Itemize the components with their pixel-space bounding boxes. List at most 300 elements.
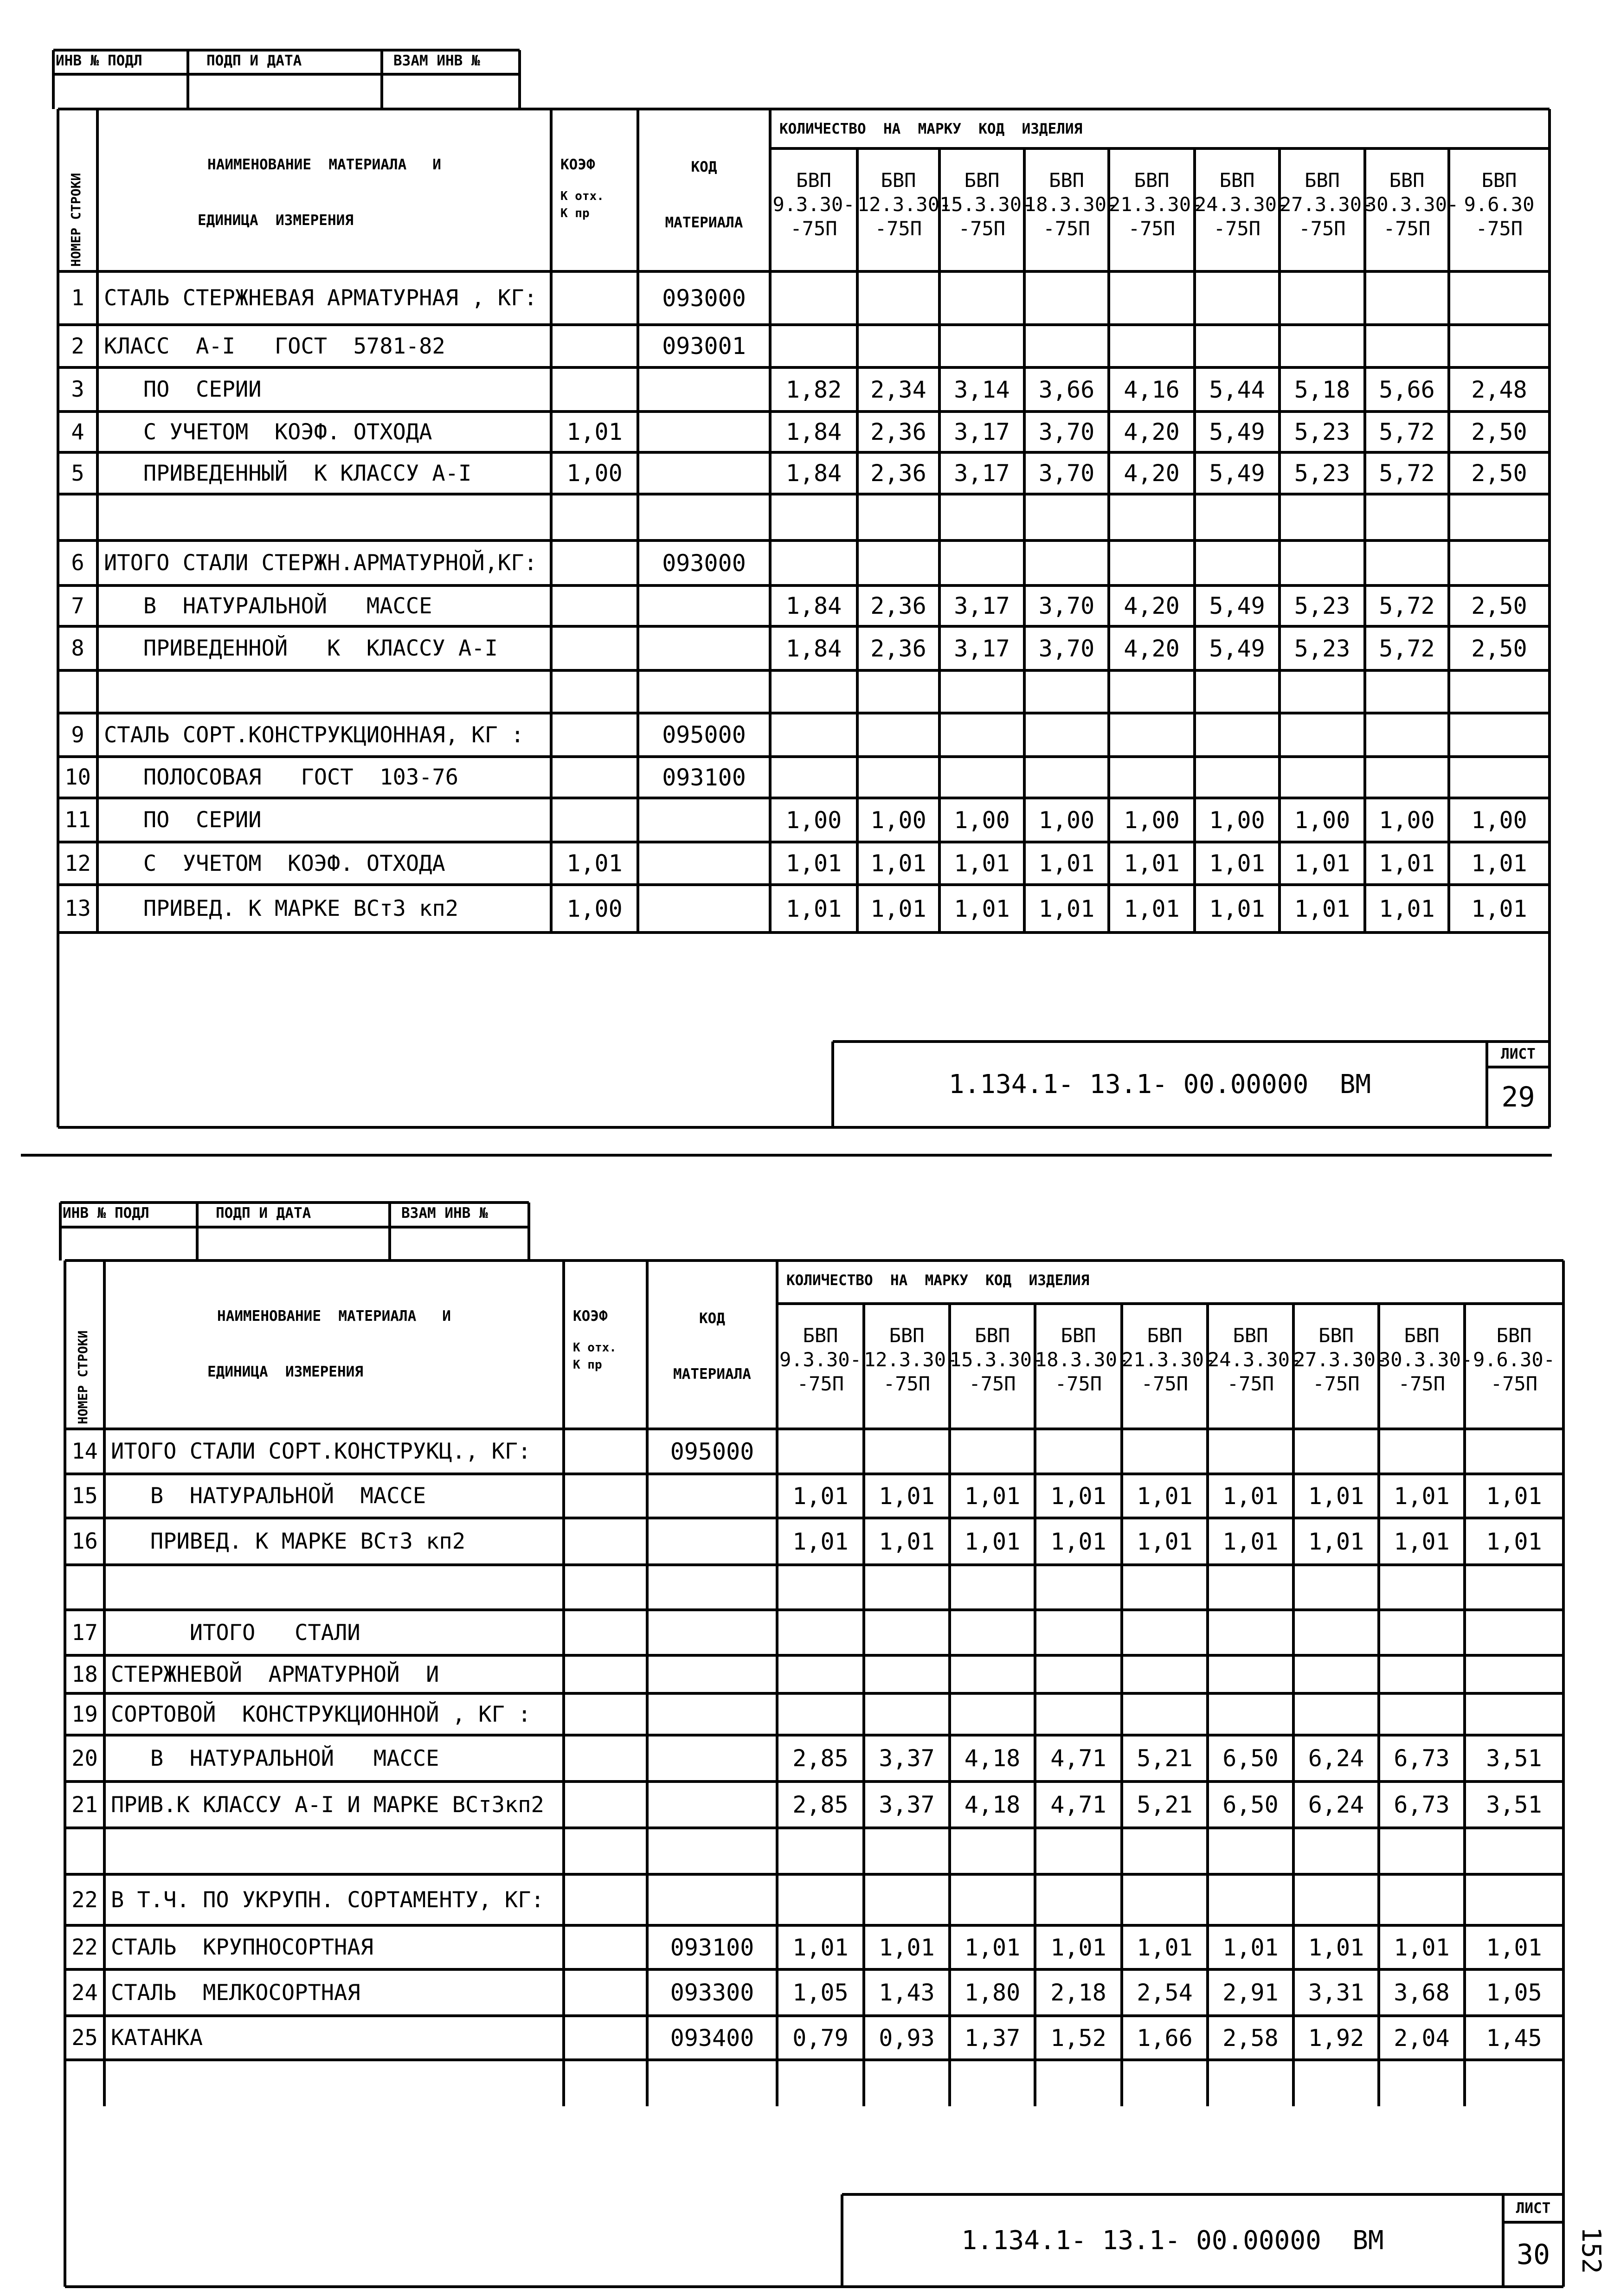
sheet2-row-value: 1,01 <box>1486 1934 1542 1961</box>
sheet1-row-value: 1,84 <box>785 592 842 619</box>
sheet1-row-value: 4,16 <box>1124 376 1180 403</box>
sheet2-row-name: ИТОГО СТАЛИ <box>111 1620 360 1646</box>
sheet1-mark-6-line2: 24.3.30- <box>1195 193 1289 216</box>
sheet1-row-value: 4,20 <box>1124 418 1180 445</box>
sheet1-row-value: 3,14 <box>954 376 1010 403</box>
sheet2-mark-3-line1: БВП <box>975 1324 1010 1347</box>
column-rule <box>96 109 99 933</box>
column-rule <box>646 1261 649 2106</box>
sheet2-row-number: 20 <box>71 1745 98 1771</box>
stamp-border <box>53 73 520 76</box>
sheet1-row-value: 2,50 <box>1471 635 1527 662</box>
sheet2-row-value: 5,21 <box>1137 1745 1193 1772</box>
sheet1-mark-5-line3: -75П <box>1128 217 1176 240</box>
sheet2-row-number: 21 <box>71 1792 98 1818</box>
sheet1-row-name: СТАЛЬ СОРТ.КОНСТРУКЦИОННАЯ, КГ : <box>104 722 524 748</box>
sheet2-row-value: 2,54 <box>1137 1979 1193 2006</box>
sheet1-row-value: 1,84 <box>785 635 842 662</box>
sheet2-row-value: 3,31 <box>1308 1979 1364 2006</box>
sheet1-row-value: 1,00 <box>1471 806 1527 834</box>
sheet2-mark-6-line3: -75П <box>1227 1372 1274 1395</box>
sheet2-sheet-number: 30 <box>1516 2238 1550 2271</box>
sheet2-mark-6-line1: БВП <box>1233 1324 1268 1347</box>
sheet1-row-value: 2,36 <box>870 592 926 619</box>
sheet2-row-value: 6,73 <box>1394 1745 1450 1772</box>
sheet2-header-coef: КОЭФ <box>573 1308 608 1325</box>
sheet2-mark-4-line2: 18.3.30- <box>1035 1348 1129 1371</box>
sheet2-stamp-vzam-inv: ВЗАМ ИНВ № <box>401 1205 488 1222</box>
sheet1-row-name: ПОЛОСОВАЯ ГОСТ 103-76 <box>104 765 459 790</box>
sheet1-row-number: 10 <box>64 765 91 790</box>
sheet1-mark-7-line2: 27.3.30- <box>1280 193 1374 216</box>
sheet1-row-value: 3,70 <box>1038 418 1095 445</box>
sheet2-mark-2-line2: 12.3.30- <box>864 1348 958 1371</box>
frame-border <box>65 2285 1563 2288</box>
sheet2-stamp-inv-podl: ИНВ № ПОДЛ <box>63 1205 149 1222</box>
stamp-border <box>196 1203 199 1261</box>
sheet1-row-value: 1,01 <box>1471 895 1527 922</box>
sheet2-doc-code: 1.134.1- 13.1- 00.00000 ВМ <box>961 2225 1384 2256</box>
sheet1-row-value: 4,20 <box>1124 635 1180 662</box>
sheet1-row-value: 5,72 <box>1379 635 1435 662</box>
sheet1-row-value: 2,50 <box>1471 460 1527 487</box>
sheet1-row-value: 1,82 <box>785 376 842 403</box>
sheet1-row-value: 1,01 <box>785 895 842 922</box>
sheet1-row-value: 5,66 <box>1379 376 1435 403</box>
sheet2-row-number: 25 <box>71 2025 98 2051</box>
sheet1-stamp-vzam-inv: ВЗАМ ИНВ № <box>393 52 480 69</box>
sheet2-row-value: 1,01 <box>1222 1528 1279 1555</box>
sheet2-row-value: 2,85 <box>792 1745 849 1772</box>
sheet1-mark-4-line1: БВП <box>1049 169 1084 192</box>
stamp-border <box>52 50 55 109</box>
sheet2-row-number: 19 <box>71 1701 98 1727</box>
sheet2-row-value: 1,01 <box>1486 1482 1542 1510</box>
sheet1-row-number: 3 <box>71 377 84 402</box>
sheet1-row-name: В НАТУРАЛЬНОЙ МАССЕ <box>104 593 432 619</box>
sheet1-mark-7-line1: БВП <box>1305 169 1340 192</box>
sheet1-row-number: 12 <box>64 850 91 876</box>
sheet1-row-value: 1,01 <box>954 895 1010 922</box>
sheet2-mark-9-line2: 9.6.30- <box>1473 1348 1555 1371</box>
sheet2-mark-9-line3: -75П <box>1490 1372 1538 1395</box>
sheet2-row-number: 22 <box>71 1887 98 1913</box>
sheet1-row-value: 1,00 <box>870 806 926 834</box>
column-rule <box>637 109 639 933</box>
sheet1-row-value: 4,20 <box>1124 460 1180 487</box>
sheet1-row-code: 093000 <box>662 549 746 577</box>
sheet2-row-value: 2,04 <box>1394 2024 1450 2052</box>
page-number: 152 <box>1576 2227 1606 2274</box>
column-rule <box>562 1261 565 2106</box>
sheet2-mark-5-line2: 21.3.30- <box>1122 1348 1216 1371</box>
column-rule <box>1206 1304 1209 2106</box>
sheet1-mark-3-line3: -75П <box>958 217 1006 240</box>
sheet2-row-value: 1,01 <box>879 1482 935 1510</box>
title-block-border <box>1485 1042 1488 1127</box>
sheet2-mark-1-line1: БВП <box>803 1324 838 1347</box>
sheet2-sheet-label: ЛИСТ <box>1516 2200 1551 2217</box>
sheet1-row-value: 4,20 <box>1124 592 1180 619</box>
sheet1-header-name-line1: НАИМЕНОВАНИЕ МАТЕРИАЛА И <box>207 156 441 173</box>
sheet2-row-number: 17 <box>71 1620 98 1646</box>
sheet1-row-name: ПРИВЕД. К МАРКЕ ВСт3 кп2 <box>104 896 459 921</box>
sheet2-row-value: 3,51 <box>1486 1745 1542 1772</box>
sheet1-mark-2-line1: БВП <box>881 169 916 192</box>
sheet2-row-value: 1,66 <box>1137 2024 1193 2052</box>
sheet1-row-value: 1,01 <box>1294 850 1350 877</box>
sheet2-row-number: 16 <box>71 1529 98 1554</box>
sheet2-row-value: 1,01 <box>1050 1528 1106 1555</box>
sheet1-header-k-otx: К отх. <box>560 189 604 203</box>
frame-border <box>58 1126 1550 1129</box>
sheet2-row-value: 1,01 <box>879 1934 935 1961</box>
sheet2-mark-5-line3: -75П <box>1141 1372 1189 1395</box>
sheet1-row-value: 1,00 <box>785 806 842 834</box>
sheet1-row-value: 3,66 <box>1038 376 1095 403</box>
sheet2-header-code-sub: МАТЕРИАЛА <box>673 1366 751 1383</box>
sheet1-sheet-number: 29 <box>1501 1081 1535 1113</box>
sheet2-row-number: 15 <box>71 1483 98 1509</box>
sheet2-mark-8-line3: -75П <box>1398 1372 1446 1395</box>
title-block-border <box>1487 1066 1550 1068</box>
sheet1-header-code-sub: МАТЕРИАЛА <box>665 214 743 231</box>
sheet2-mark-2-line1: БВП <box>889 1324 925 1347</box>
sheet2-row-value: 2,18 <box>1050 1979 1106 2006</box>
sheet2-mark-7-line3: -75П <box>1312 1372 1360 1395</box>
sheet1-row-value: 1,01 <box>1124 850 1180 877</box>
column-rule <box>1463 1304 1466 2106</box>
sheet2-row-value: 1,01 <box>1222 1482 1279 1510</box>
sheet2-header-k-pr: К пр <box>573 1358 602 1372</box>
column-rule <box>862 1304 865 2106</box>
column-rule <box>550 109 553 933</box>
sheet1-mark-7-line3: -75П <box>1299 217 1346 240</box>
sheet1-row-value: 1,00 <box>1294 806 1350 834</box>
sheet1-row-value: 1,84 <box>785 418 842 445</box>
sheet2-header-name-line1: НАИМЕНОВАНИЕ МАТЕРИАЛА И <box>217 1308 451 1325</box>
sheet1-row-coef: 1,01 <box>566 850 623 877</box>
sheet2-row-value: 1,01 <box>1308 1528 1364 1555</box>
sheet2-header-row-number: НОМЕР СТРОКИ <box>75 1330 90 1424</box>
sheet2-row-value: 1,01 <box>1308 1934 1364 1961</box>
sheet2-row-name: СТАЛЬ КРУПНОСОРТНАЯ <box>111 1935 373 1960</box>
sheet1-row-number: 7 <box>71 593 84 619</box>
sheet2-row-code: 095000 <box>670 1438 754 1465</box>
sheet1-row-number: 11 <box>64 807 91 833</box>
sheet1-row-value: 1,84 <box>785 460 842 487</box>
sheet1-row-value: 2,34 <box>870 376 926 403</box>
sheet1-mark-5-line2: 21.3.30- <box>1109 193 1203 216</box>
sheet1-row-value: 1,01 <box>1038 895 1095 922</box>
sheet1-row-value: 1,00 <box>1209 806 1265 834</box>
sheet1-row-code: 093000 <box>662 284 746 312</box>
sheet1-mark-9-line3: -75П <box>1475 217 1523 240</box>
sheet1-row-name: СТАЛЬ СТЕРЖНЕВАЯ АРМАТУРНАЯ , КГ: <box>104 285 537 311</box>
sheet1-row-value: 1,01 <box>1379 850 1435 877</box>
sheet2-row-value: 6,50 <box>1222 1791 1279 1818</box>
sheet1-row-value: 1,01 <box>1294 895 1350 922</box>
sheet1-doc-code: 1.134.1- 13.1- 00.00000 ВМ <box>948 1069 1371 1100</box>
sheet2-row-name: КАТАНКА <box>111 2025 203 2051</box>
sheet1-row-name: ПО СЕРИИ <box>104 377 262 402</box>
sheet2-row-value: 1,01 <box>1394 1528 1450 1555</box>
sheet1-row-coef: 1,00 <box>566 460 623 487</box>
sheet2-row-value: 3,37 <box>879 1791 935 1818</box>
header-rule <box>777 1302 1563 1305</box>
sheet1-row-value: 5,23 <box>1294 460 1350 487</box>
sheet1-mark-8-line3: -75П <box>1383 217 1431 240</box>
sheet2-row-number: 14 <box>71 1439 98 1464</box>
sheet2-row-value: 4,71 <box>1050 1745 1106 1772</box>
title-block-border <box>1503 2221 1563 2224</box>
sheet2-row-name: СОРТОВОЙ КОНСТРУКЦИОННОЙ , КГ : <box>111 1701 531 1727</box>
sheet1-row-value: 1,01 <box>1124 895 1180 922</box>
sheet2-row-value: 1,01 <box>1050 1482 1106 1510</box>
sheet1-mark-1-line1: БВП <box>796 169 831 192</box>
sheet1-sheet-label: ЛИСТ <box>1501 1046 1536 1062</box>
sheet2-row-value: 1,05 <box>1486 1979 1542 2006</box>
sheet2-row-value: 1,01 <box>964 1482 1021 1510</box>
sheet1-row-name: ПРИВЕДЕННОЙ К КЛАССУ А-I <box>104 636 498 661</box>
sheet1-row-value: 2,36 <box>870 418 926 445</box>
header-rule <box>770 147 1550 150</box>
sheet2-row-value: 1,01 <box>1486 1528 1542 1555</box>
sheet2-row-value: 1,01 <box>1137 1482 1193 1510</box>
column-rule <box>103 1261 106 2106</box>
sheet1-row-value: 2,36 <box>870 635 926 662</box>
sheet1-row-value: 2,48 <box>1471 376 1527 403</box>
sheet1-row-value: 1,01 <box>870 895 926 922</box>
stamp-border <box>60 1201 529 1204</box>
sheet2-row-value: 1,01 <box>1137 1528 1193 1555</box>
frame-border <box>1562 1261 1565 2287</box>
sheet1-row-value: 5,72 <box>1379 592 1435 619</box>
column-rule <box>1034 1304 1036 2106</box>
sheet2-row-value: 1,01 <box>792 1934 849 1961</box>
sheet2-row-value: 3,51 <box>1486 1791 1542 1818</box>
sheet1-mark-8-line1: БВП <box>1389 169 1425 192</box>
sheet2-row-value: 1,92 <box>1308 2024 1364 2052</box>
sheet2-row-value: 1,01 <box>1394 1934 1450 1961</box>
sheet2-row-name: ИТОГО СТАЛИ СОРТ.КОНСТРУКЦ., КГ: <box>111 1439 531 1464</box>
sheet1-row-value: 2,50 <box>1471 418 1527 445</box>
sheet2-row-value: 1,01 <box>964 1934 1021 1961</box>
sheet1-row-value: 3,17 <box>954 460 1010 487</box>
sheet1-row-value: 1,01 <box>870 850 926 877</box>
sheet2-row-value: 5,21 <box>1137 1791 1193 1818</box>
sheet1-stamp-podp-data: ПОДП И ДАТА <box>206 52 302 69</box>
sheet1-mark-5-line1: БВП <box>1134 169 1170 192</box>
sheet2-mark-1-line2: 9.3.30- <box>779 1348 862 1371</box>
sheet2-row-value: 2,91 <box>1222 1979 1279 2006</box>
sheet1-mark-1-line3: -75П <box>790 217 837 240</box>
sheet2-mark-4-line3: -75П <box>1055 1372 1102 1395</box>
sheet1-row-value: 1,01 <box>1471 850 1527 877</box>
sheet1-row-value: 5,49 <box>1209 418 1265 445</box>
sheet1-row-value: 5,23 <box>1294 635 1350 662</box>
sheet1-row-value: 1,01 <box>1379 895 1435 922</box>
sheet-separator <box>21 1154 1552 1157</box>
frame-border <box>57 109 59 1127</box>
sheet2-row-value: 2,85 <box>792 1791 849 1818</box>
sheet1-row-value: 1,00 <box>1124 806 1180 834</box>
sheet1-row-value: 2,36 <box>870 460 926 487</box>
sheet2-mark-6-line2: 24.3.30- <box>1208 1348 1302 1371</box>
sheet2-row-value: 1,01 <box>1050 1934 1106 1961</box>
sheet2-row-value: 1,37 <box>964 2024 1021 2052</box>
sheet2-mark-7-line2: 27.3.30- <box>1293 1348 1388 1371</box>
frame-border <box>64 1261 66 2287</box>
sheet2-row-name: СТАЛЬ МЕЛКОСОРТНАЯ <box>111 1980 360 2006</box>
sheet2-header-code: КОД <box>699 1310 725 1327</box>
sheet2-row-value: 6,24 <box>1308 1745 1364 1772</box>
sheet2-row-value: 1,01 <box>1394 1482 1450 1510</box>
sheet2-row-value: 1,01 <box>964 1528 1021 1555</box>
sheet2-row-value: 1,45 <box>1486 2024 1542 2052</box>
column-rule <box>1377 1304 1380 2106</box>
sheet1-row-value: 1,01 <box>1038 850 1095 877</box>
sheet2-row-value: 0,93 <box>879 2024 935 2052</box>
sheet1-row-value: 1,00 <box>1379 806 1435 834</box>
sheet2-mark-3-line3: -75П <box>969 1372 1016 1395</box>
sheet1-mark-4-line2: 18.3.30- <box>1024 193 1119 216</box>
sheet1-row-number: 1 <box>71 285 84 311</box>
sheet2-row-name: В Т.Ч. ПО УКРУПН. СОРТАМЕНТУ, КГ: <box>111 1887 544 1913</box>
sheet2-row-number: 18 <box>71 1661 98 1687</box>
sheet2-row-name: СТЕРЖНЕВОЙ АРМАТУРНОЙ И <box>111 1661 439 1687</box>
sheet2-row-value: 6,24 <box>1308 1791 1364 1818</box>
sheet1-row-value: 5,44 <box>1209 376 1265 403</box>
sheet2-mark-8-line2: 30.3.30- <box>1379 1348 1473 1371</box>
sheet1-row-name: С УЧЕТОМ КОЭФ. ОТХОДА <box>104 850 445 876</box>
sheet1-row-number: 8 <box>71 636 84 661</box>
sheet1-mark-1-line2: 9.3.30- <box>772 193 855 216</box>
sheet1-row-value: 1,01 <box>785 850 842 877</box>
sheet2-row-value: 4,71 <box>1050 1791 1106 1818</box>
sheet1-row-value: 5,23 <box>1294 592 1350 619</box>
sheet2-row-value: 4,18 <box>964 1791 1021 1818</box>
sheet1-row-value: 5,72 <box>1379 418 1435 445</box>
sheet2-row-value: 3,37 <box>879 1745 935 1772</box>
sheet1-mark-3-line1: БВП <box>964 169 1000 192</box>
sheet1-row-value: 5,72 <box>1379 460 1435 487</box>
sheet1-mark-8-line2: 30.3.30- <box>1365 193 1459 216</box>
sheet2-mark-7-line1: БВП <box>1318 1324 1354 1347</box>
sheet1-row-code: 093100 <box>662 764 746 791</box>
sheet1-row-value: 5,23 <box>1294 418 1350 445</box>
sheet2-row-value: 1,80 <box>964 1979 1021 2006</box>
sheet1-row-value: 3,17 <box>954 592 1010 619</box>
sheet1-row-name: ИТОГО СТАЛИ СТЕРЖН.АРМАТУРНОЙ,КГ: <box>104 550 537 576</box>
sheet2-row-value: 1,01 <box>1137 1934 1193 1961</box>
sheet1-row-coef: 1,01 <box>566 418 623 445</box>
sheet1-row-value: 3,70 <box>1038 460 1095 487</box>
sheet2-mark-8-line1: БВП <box>1404 1324 1440 1347</box>
title-block-border <box>841 2194 843 2287</box>
title-block-border <box>842 2193 1563 2196</box>
sheet2-mark-4-line1: БВП <box>1061 1324 1096 1347</box>
sheet1-header-name-line2: ЕДИНИЦА ИЗМЕРЕНИЯ <box>198 212 354 229</box>
sheet2-row-name: В НАТУРАЛЬНОЙ МАССЕ <box>111 1745 439 1771</box>
sheet1-header-k-pr: К пр <box>560 206 590 220</box>
sheet1-row-name: С УЧЕТОМ КОЭФ. ОТХОДА <box>104 419 432 445</box>
sheet2-row-code: 093300 <box>670 1979 754 2006</box>
frame-border <box>65 1259 1563 1262</box>
sheet2-row-name: ПРИВ.К КЛАССУ А-I И МАРКЕ ВСт3кп2 <box>111 1792 544 1818</box>
sheet2-row-value: 1,05 <box>792 1979 849 2006</box>
sheet2-header-name-line2: ЕДИНИЦА ИЗМЕРЕНИЯ <box>207 1363 363 1380</box>
title-block-border <box>1502 2194 1505 2287</box>
column-rule <box>948 1304 951 2106</box>
sheet2-row-name: ПРИВЕД. К МАРКЕ ВСт3 кп2 <box>111 1529 466 1554</box>
sheet1-row-value: 3,70 <box>1038 635 1095 662</box>
sheet2-row-value: 1,01 <box>879 1528 935 1555</box>
sheet2-stamp-podp-data: ПОДП И ДАТА <box>216 1205 311 1222</box>
sheet2-mark-3-line2: 15.3.30- <box>950 1348 1044 1371</box>
sheet2-row-value: 1,01 <box>792 1482 849 1510</box>
sheet1-row-number: 13 <box>64 896 91 921</box>
sheet2-header-k-otx: К отх. <box>573 1341 617 1355</box>
sheet1-header-row-number: НОМЕР СТРОКИ <box>68 173 84 267</box>
sheet1-mark-9-line2: 9.6.30 <box>1464 193 1535 216</box>
sheet2-row-number: 24 <box>71 1980 98 2006</box>
sheet2-row-value: 4,18 <box>964 1745 1021 1772</box>
sheet1-row-number: 2 <box>71 333 84 359</box>
sheet1-row-value: 5,18 <box>1294 376 1350 403</box>
sheet2-row-number: 22 <box>71 1935 98 1960</box>
sheet1-row-number: 9 <box>71 722 84 748</box>
sheet1-mark-2-line2: 12.3.30- <box>857 193 952 216</box>
sheet1-row-value: 3,70 <box>1038 592 1095 619</box>
sheet2-mark-1-line3: -75П <box>797 1372 844 1395</box>
sheet2-row-value: 1,01 <box>792 1528 849 1555</box>
sheet2-row-code: 093100 <box>670 1934 754 1961</box>
sheet2-row-name: В НАТУРАЛЬНОЙ МАССЕ <box>111 1483 426 1509</box>
sheet2-row-value: 3,68 <box>1394 1979 1450 2006</box>
stamp-border <box>186 50 189 109</box>
sheet1-header-qty: КОЛИЧЕСТВО НА МАРКУ КОД ИЗДЕЛИЯ <box>779 121 1083 137</box>
sheet1-mark-4-line3: -75П <box>1043 217 1090 240</box>
sheet1-stamp-inv-podl: ИНВ № ПОДЛ <box>56 52 142 69</box>
sheet1-row-value: 3,17 <box>954 635 1010 662</box>
sheet1-row-value: 5,49 <box>1209 460 1265 487</box>
sheet2-row-code: 093400 <box>670 2024 754 2052</box>
sheet1-row-value: 3,17 <box>954 418 1010 445</box>
sheet2-row-value: 1,52 <box>1050 2024 1106 2052</box>
sheet1-row-number: 4 <box>71 419 84 445</box>
sheet1-row-value: 1,00 <box>954 806 1010 834</box>
stamp-border <box>59 1203 62 1261</box>
sheet1-row-code: 093001 <box>662 333 746 360</box>
sheet2-mark-5-line1: БВП <box>1147 1324 1183 1347</box>
sheet1-row-value: 1,01 <box>1209 850 1265 877</box>
sheet2-header-qty: КОЛИЧЕСТВО НА МАРКУ КОД ИЗДЕЛИЯ <box>786 1272 1090 1289</box>
sheet1-row-name: ПО СЕРИИ <box>104 807 262 833</box>
sheet1-row-name: ПРИВЕДЕННЫЙ К КЛАССУ А-I <box>104 460 472 486</box>
sheet1-row-value: 1,00 <box>1038 806 1095 834</box>
sheet1-row-value: 1,01 <box>1209 895 1265 922</box>
sheet1-row-value: 5,49 <box>1209 592 1265 619</box>
sheet1-row-coef: 1,00 <box>566 895 623 922</box>
sheet1-row-code: 095000 <box>662 721 746 748</box>
sheet2-mark-2-line3: -75П <box>883 1372 931 1395</box>
sheet1-row-number: 6 <box>71 550 84 576</box>
stamp-border <box>53 49 520 51</box>
column-rule <box>1292 1304 1295 2106</box>
sheet2-row-value: 1,01 <box>1308 1482 1364 1510</box>
sheet2-row-value: 1,01 <box>1222 1934 1279 1961</box>
